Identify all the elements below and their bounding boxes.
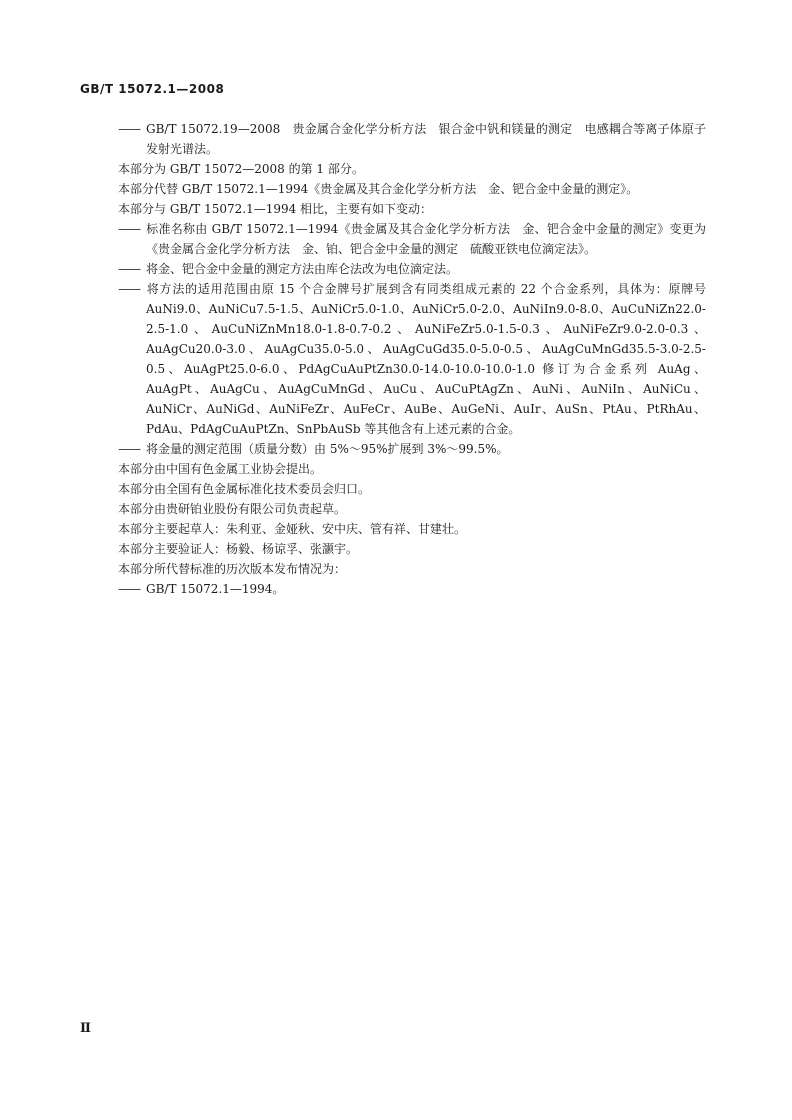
paragraph: 本部分由贵研铂业股份有限公司负责起草。 xyxy=(118,502,347,516)
list-item: —— GB/T 15072.1—1994。 xyxy=(118,579,706,599)
paragraph: 本部分为 GB/T 15072—2008 的第 1 部分。 xyxy=(118,162,364,176)
list-item: —— 将金量的测定范围（质量分数）由 5%～95%扩展到 3%～99.5%。 xyxy=(118,439,706,459)
list-item: —— 将金、钯合金中金量的测定方法由库仑法改为电位滴定法。 xyxy=(118,259,706,279)
document-code-header: GB/T 15072.1—2008 xyxy=(80,82,225,96)
paragraph: 本部分主要验证人：杨毅、杨谅孚、张灏宇。 xyxy=(118,542,359,556)
list-item: —— 将方法的适用范围由原 15 个合金牌号扩展到含有同类组成元素的 22 个合金系列，具体为：原牌号 AuNi9.0、AuNiCu7.5-1.5、AuNiCr5.0-1.0、AuNiCr5.0-2.0、AuNiIn9.0-8.0、AuCuNiZn22.0-2.5-1.0、AuCuNiZnMn18.0-1.8-0.7-0.2、AuNiFeZr5.0-1.5-0.3、AuNiFeZr9.0-2.0-0.3、AuAgCu20.0-3.0、AuAgCu35.0-5.0、AuAgCuGd35.0-5.0-0.5、AuAgCuMnGd35.5-3.0-2.5-0.5、AuAgPt25.0-6.0、PdAgCuAuPtZn30.0-14.0-10.0-10.0-1.0 修订为合金系列 AuAg、AuAgPt、AuAgCu、AuAgCuMnGd、AuCu、AuCuPtAgZn、AuNi、AuNiIn、AuNiCu、AuNiCr、AuNiGd、AuNiFeZr、AuFeCr、AuBe、AuGeNi、AuIr、AuSn、PtAu、PtRhAu、PdAu、PdAgCuAuPtZn、SnPbAuSb 等其他含有上述元素的合金。 xyxy=(118,279,706,439)
paragraph: 本部分由全国有色金属标准化技术委员会归口。 xyxy=(118,482,371,496)
paragraph: 本部分与 GB/T 15072.1—1994 相比，主要有如下变动： xyxy=(118,202,433,216)
list-item: —— GB/T 15072.19—2008 贵金属合金化学分析方法 银合金中钒和镁量的测定 电感耦合等离子体原子发射光谱法。 xyxy=(118,119,706,159)
foreword-body xyxy=(118,119,706,599)
page-number: Ⅱ xyxy=(80,1021,91,1036)
paragraph: 本部分主要起草人：朱利亚、金娅秋、安中庆、管有祥、甘建壮。 xyxy=(118,522,467,536)
list-item: —— 标准名称由 GB/T 15072.1—1994《贵金属及其合金化学分析方法 金、钯合金中金量的测定》变更为《贵金属合金化学分析方法 金、铂、钯合金中金量的测定 硫酸亚铁电位滴定法》。 xyxy=(118,219,706,259)
paragraph: 本部分代替 GB/T 15072.1—1994《贵金属及其合金化学分析方法 金、钯合金中金量的测定》。 xyxy=(118,182,639,196)
paragraph: 本部分所代替标准的历次版本发布情况为： xyxy=(118,562,347,576)
paragraph: 本部分由中国有色金属工业协会提出。 xyxy=(118,462,323,476)
